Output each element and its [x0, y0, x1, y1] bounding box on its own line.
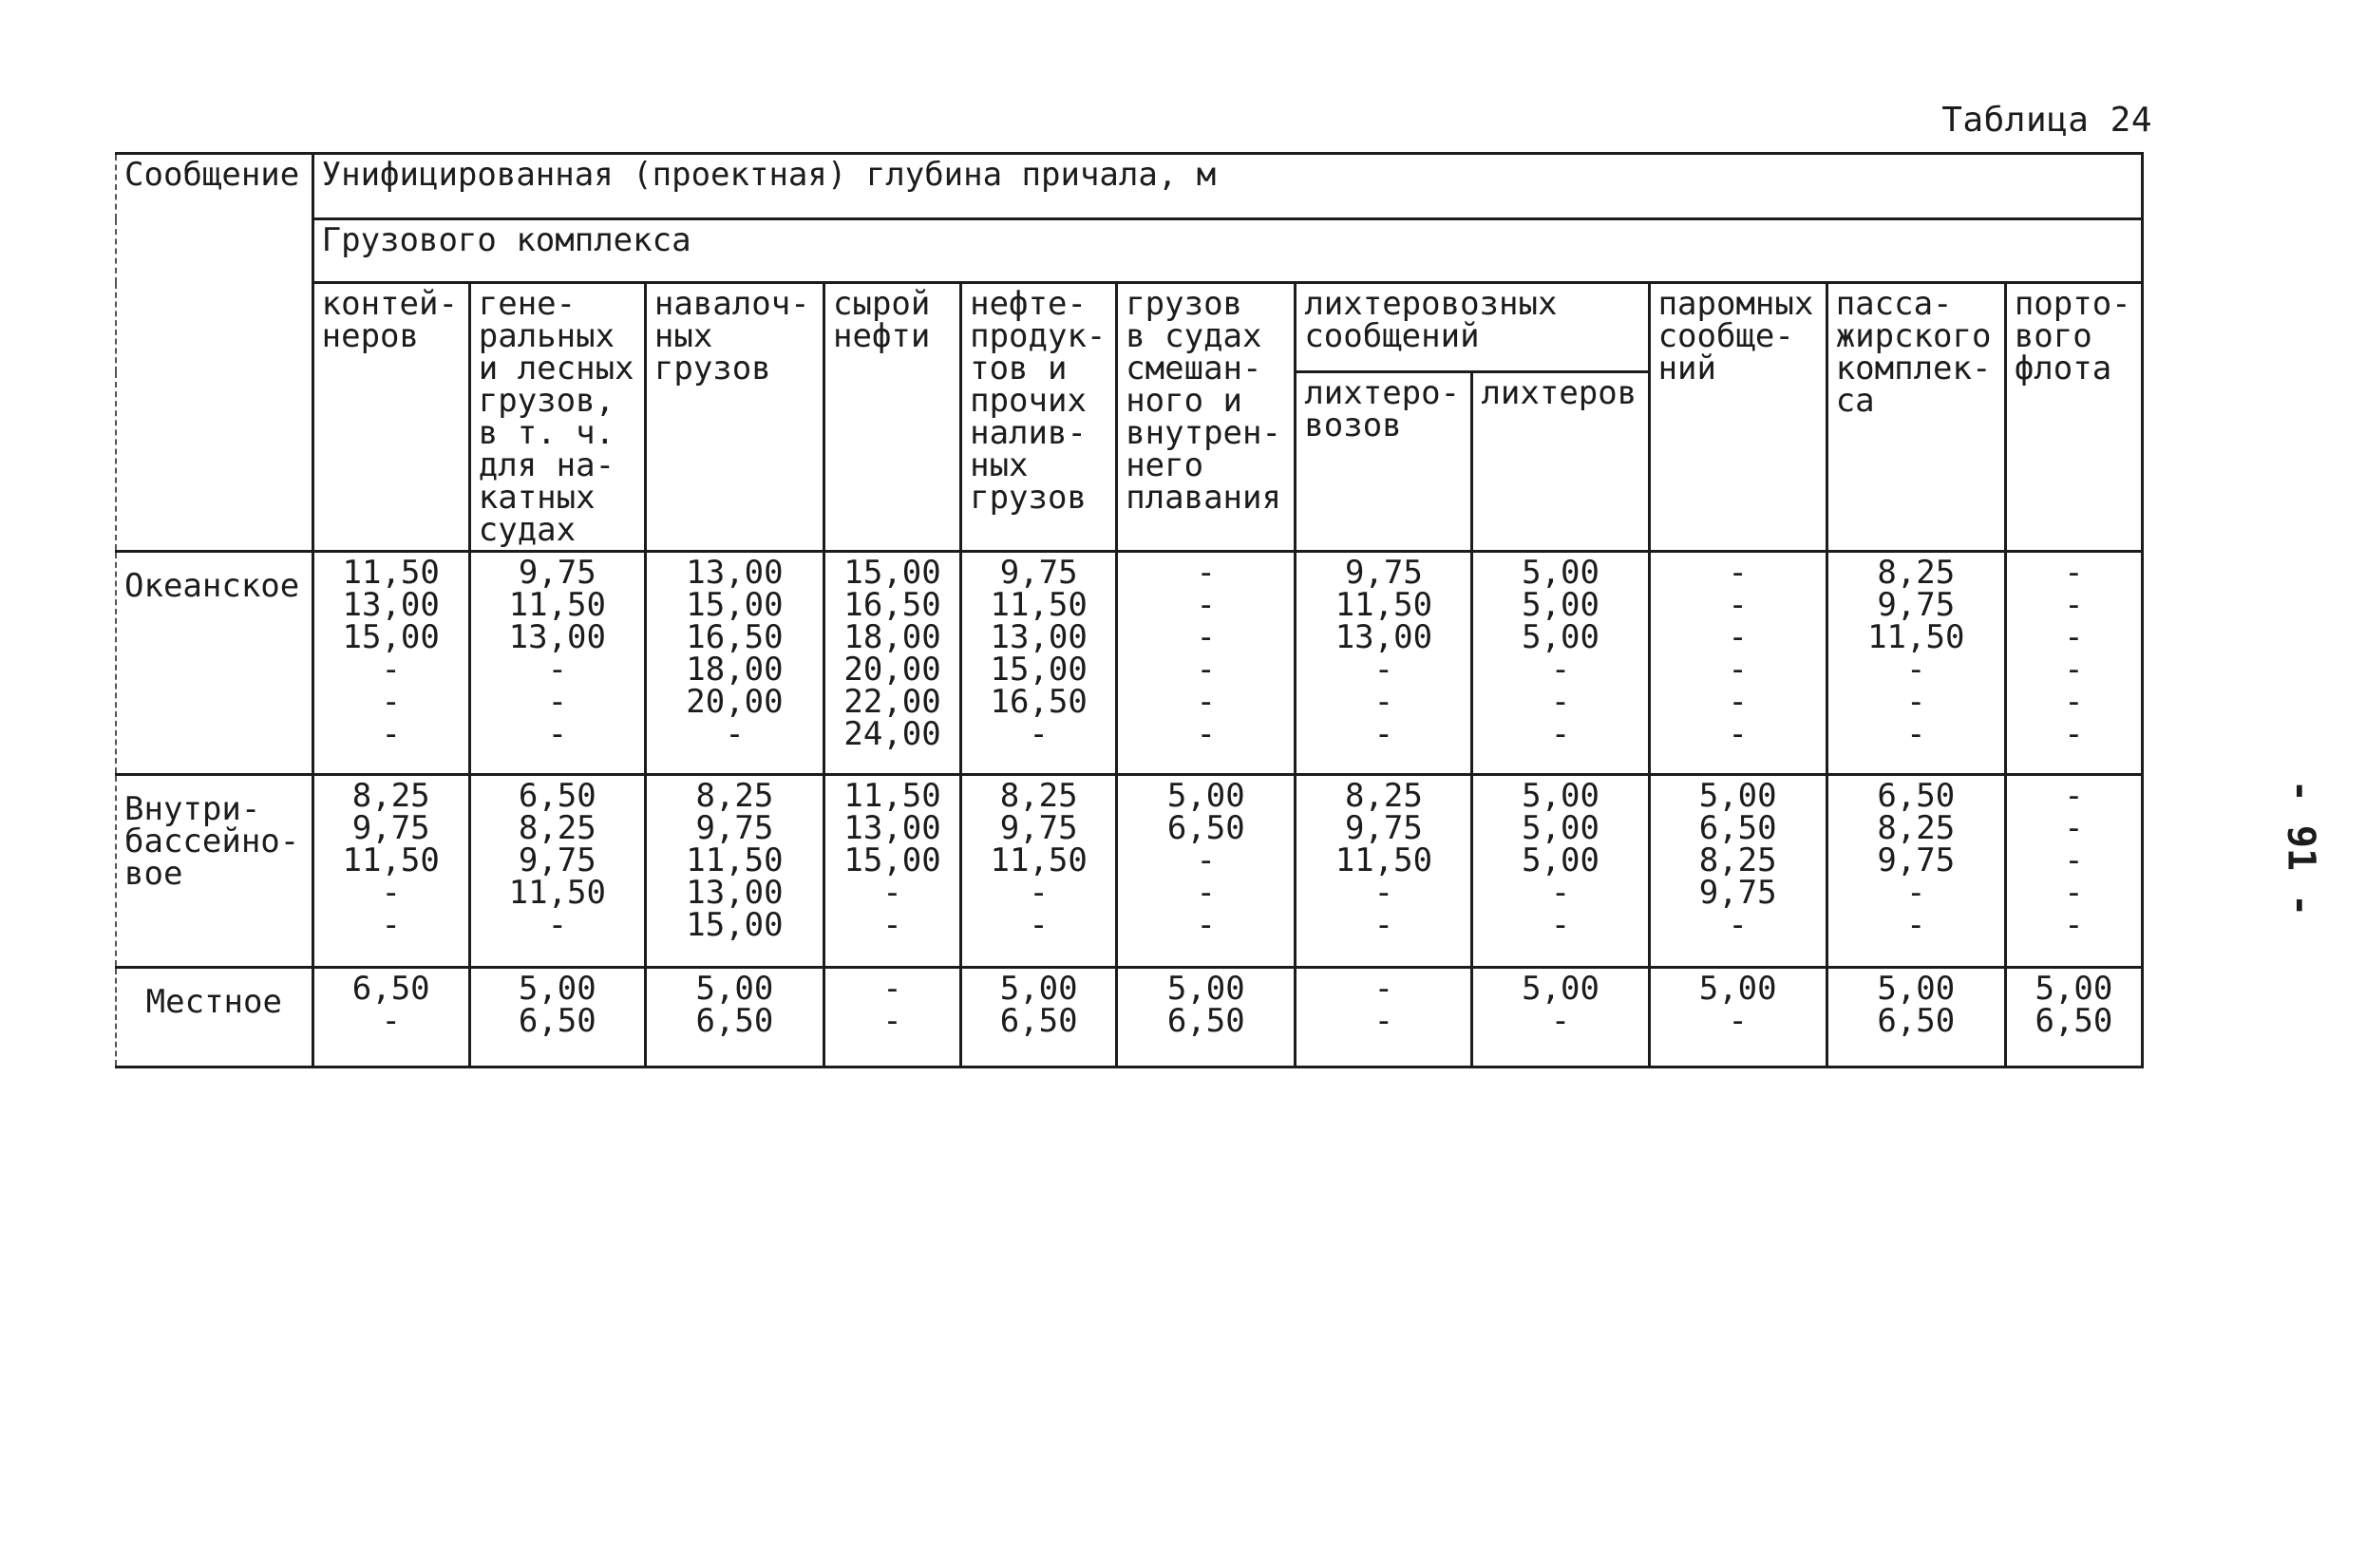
cell-value: 13,00	[342, 586, 440, 624]
cell-value: 6,50	[1166, 1002, 1245, 1040]
cell-value: -	[882, 906, 902, 944]
cell-value: -	[1728, 586, 1748, 624]
cell-value: -	[1373, 1002, 1394, 1040]
cell-value: -	[1550, 683, 1571, 721]
cell-value: 5,00	[1522, 809, 1599, 847]
cell-value: 11,50	[342, 841, 440, 879]
cell-value: 5,00	[1522, 970, 1599, 1008]
table-caption: Таблица 24	[1941, 101, 2152, 140]
cell-value: 11,50	[1334, 586, 1433, 624]
cell-value: 11,50	[1867, 618, 1965, 656]
value-cell	[2005, 552, 2142, 775]
cell-value: 6,50	[1166, 809, 1245, 847]
cell-value: -	[1373, 651, 1394, 689]
value-cell	[1117, 552, 1296, 775]
cell-value: -	[1728, 618, 1748, 656]
cell-value: 5,00	[518, 970, 596, 1008]
cell-value: 15,00	[990, 651, 1088, 689]
col-bulk-cargo: навалоч- ных грузов	[645, 283, 823, 552]
cell-value: -	[2064, 906, 2084, 944]
col-oil-products: нефте- продук- тов и прочих налив- ных грузов	[961, 283, 1117, 552]
cell-value: 6,50	[1877, 777, 1956, 815]
cell-value: -	[882, 1002, 902, 1040]
value-cell	[1649, 968, 1827, 1067]
cell-value: 11,50	[508, 586, 606, 624]
value-cell	[312, 775, 469, 968]
col-general-cargo: гене- ральных и лесных грузов, в т. ч. для на- катных судах	[469, 283, 645, 552]
cell-value: 20,00	[843, 651, 941, 689]
cell-value: 13,00	[843, 809, 941, 847]
cell-value: 11,50	[342, 554, 440, 592]
col-ferry: паромных сообще- ний	[1649, 283, 1827, 552]
cell-value: 6,50	[1877, 1002, 1956, 1040]
cell-value: 16,50	[843, 586, 941, 624]
depth-table	[115, 152, 2144, 1068]
cell-value: 9,75	[1344, 809, 1423, 847]
cell-value: 16,50	[990, 683, 1088, 721]
value-cell	[469, 968, 645, 1067]
cell-value: 5,00	[1698, 970, 1777, 1008]
col-mixed-vessels: грузов в судах смешан- ного и внутрен- него плавания	[1117, 283, 1296, 552]
cell-value: 6,50	[1698, 809, 1777, 847]
value-cell	[1117, 775, 1296, 968]
cell-value: 15,00	[686, 586, 784, 624]
row-ocean	[116, 552, 2143, 775]
cell-value: -	[1196, 874, 1216, 912]
cell-value: 6,50	[999, 1002, 1078, 1040]
cell-value: 9,75	[1877, 841, 1956, 879]
cell-value: 6,50	[518, 777, 596, 815]
value-cell	[1472, 968, 1649, 1067]
row-inland	[116, 775, 2143, 968]
value-cell	[645, 968, 823, 1067]
cell-value: -	[2064, 618, 2084, 656]
value-cell	[824, 775, 961, 968]
cell-value: 5,00	[695, 970, 774, 1008]
cell-value: -	[2064, 554, 2084, 592]
value-cell	[1827, 968, 2005, 1067]
cell-value: 5,00	[1522, 777, 1599, 815]
cell-value: 5,00	[2035, 970, 2113, 1008]
cell-value: 24,00	[843, 715, 941, 753]
cell-value: -	[381, 715, 401, 753]
cell-value: -	[1906, 874, 1926, 912]
cell-value: 11,50	[508, 874, 606, 912]
value-cell	[961, 968, 1117, 1067]
cell-value: 13,00	[508, 618, 606, 656]
cell-value: 8,25	[1877, 809, 1956, 847]
cell-value: 9,75	[695, 809, 774, 847]
value-cell	[1117, 968, 1296, 1067]
cell-value: -	[1906, 715, 1926, 753]
cell-value: -	[2064, 715, 2084, 753]
cell-value: 9,75	[1344, 554, 1423, 592]
cell-value: -	[1728, 554, 1748, 592]
cell-value: -	[725, 715, 745, 753]
cell-value: -	[1196, 618, 1216, 656]
cell-value: 13,00	[686, 554, 784, 592]
cell-value: -	[1728, 906, 1748, 944]
cell-value: 6,50	[2035, 1002, 2113, 1040]
cell-value: -	[1906, 906, 1926, 944]
value-cell	[1649, 775, 1827, 968]
cell-value: 5,00	[1877, 970, 1956, 1008]
cell-value: 15,00	[843, 841, 941, 879]
value-cell	[312, 968, 469, 1067]
cell-value: -	[1550, 874, 1571, 912]
cell-value: 5,00	[1522, 554, 1599, 592]
row-label: Местное	[116, 968, 312, 1067]
cell-value: -	[1196, 715, 1216, 753]
cell-value: -	[882, 970, 902, 1008]
col-containers: контей- неров	[312, 283, 469, 552]
cell-value: -	[547, 683, 568, 721]
cell-value: -	[2064, 777, 2084, 815]
cell-value: -	[381, 1002, 401, 1040]
cell-value: -	[1029, 906, 1049, 944]
value-cell	[824, 552, 961, 775]
col-crude-oil: сырой нефти	[824, 283, 961, 552]
cell-value: -	[1906, 651, 1926, 689]
value-cell	[2005, 775, 2142, 968]
value-cell	[1827, 775, 2005, 968]
lighter-group-header: лихтеровозных сообщений	[1296, 283, 1649, 372]
cell-value: 6,50	[351, 970, 430, 1008]
col-passenger: пасса- жирского комплек- са	[1827, 283, 2005, 552]
cell-value: 5,00	[1522, 586, 1599, 624]
stub-header: Сообщение	[116, 154, 312, 552]
cell-value: -	[1550, 1002, 1571, 1040]
cell-value: -	[1196, 586, 1216, 624]
cell-value: -	[547, 906, 568, 944]
cell-value: 13,00	[1334, 618, 1433, 656]
col-lighters: лихтеров	[1472, 372, 1649, 552]
value-cell	[2005, 968, 2142, 1067]
value-cell	[1472, 552, 1649, 775]
cell-value: 5,00	[999, 970, 1078, 1008]
cell-value: -	[2064, 874, 2084, 912]
cell-value: -	[547, 715, 568, 753]
value-cell	[1649, 552, 1827, 775]
cell-value: -	[1728, 651, 1748, 689]
cell-value: 5,00	[1522, 618, 1599, 656]
cell-value: 5,00	[1166, 970, 1245, 1008]
cell-value: -	[1550, 715, 1571, 753]
cell-value: 8,25	[1698, 841, 1777, 879]
value-cell	[469, 552, 645, 775]
row-label: Внутри- бассейно- вое	[116, 775, 312, 968]
cell-value: -	[1373, 970, 1394, 1008]
cell-value: -	[381, 683, 401, 721]
value-cell	[961, 775, 1117, 968]
cell-value: 11,50	[843, 777, 941, 815]
col-port-fleet: порто- вого флота	[2005, 283, 2142, 552]
cell-value: 6,50	[695, 1002, 774, 1040]
cell-value: 9,75	[518, 554, 596, 592]
cell-value: -	[1373, 715, 1394, 753]
cell-value: 18,00	[686, 651, 784, 689]
main-title-header: Унифицированная (проектная) глубина причала, м	[312, 154, 2142, 219]
row-local	[116, 968, 2143, 1067]
cell-value: -	[2064, 841, 2084, 879]
cell-value: 5,00	[1698, 777, 1777, 815]
cell-value: 9,75	[999, 554, 1078, 592]
value-cell	[312, 552, 469, 775]
cell-value: 8,25	[1344, 777, 1423, 815]
cell-value: -	[1550, 651, 1571, 689]
cell-value: 16,50	[686, 618, 784, 656]
cell-value: -	[547, 651, 568, 689]
page-number: - 91 -	[2279, 779, 2323, 917]
cell-value: -	[1906, 683, 1926, 721]
cell-value: 9,75	[999, 809, 1078, 847]
cell-value: 8,25	[518, 809, 596, 847]
cell-value: -	[381, 906, 401, 944]
group-title-header: Грузового комплекса	[312, 219, 2142, 283]
value-cell	[1296, 775, 1472, 968]
cell-value: 8,25	[1877, 554, 1956, 592]
cell-value: -	[2064, 809, 2084, 847]
value-cell	[1296, 552, 1472, 775]
cell-value: 13,00	[686, 874, 784, 912]
cell-value: -	[1550, 906, 1571, 944]
col-lighter-carriers: лихтеро- возов	[1296, 372, 1472, 552]
cell-value: -	[381, 874, 401, 912]
cell-value: 11,50	[990, 586, 1088, 624]
cell-value: 11,50	[686, 841, 784, 879]
cell-value: 8,25	[695, 777, 774, 815]
cell-value: 18,00	[843, 618, 941, 656]
cell-value: 13,00	[990, 618, 1088, 656]
cell-value: 11,50	[990, 841, 1088, 879]
value-cell	[1296, 968, 1472, 1067]
cell-value: 22,00	[843, 683, 941, 721]
cell-value: 8,25	[351, 777, 430, 815]
value-cell	[469, 775, 645, 968]
value-cell	[645, 552, 823, 775]
cell-value: -	[1373, 874, 1394, 912]
cell-value: -	[1728, 683, 1748, 721]
cell-value: -	[381, 651, 401, 689]
cell-value: 9,75	[1698, 874, 1777, 912]
cell-value: -	[882, 874, 902, 912]
cell-value: -	[1373, 683, 1394, 721]
cell-value: -	[1196, 683, 1216, 721]
cell-value: 11,50	[1334, 841, 1433, 879]
cell-value: -	[1196, 841, 1216, 879]
cell-value: 15,00	[342, 618, 440, 656]
value-cell	[961, 552, 1117, 775]
cell-value: 9,75	[1877, 586, 1956, 624]
cell-value: 9,75	[518, 841, 596, 879]
cell-value: 6,50	[518, 1002, 596, 1040]
value-cell	[1472, 775, 1649, 968]
cell-value: 9,75	[351, 809, 430, 847]
cell-value: -	[2064, 683, 2084, 721]
cell-value: 15,00	[843, 554, 941, 592]
cell-value: 20,00	[686, 683, 784, 721]
cell-value: 15,00	[686, 906, 784, 944]
cell-value: -	[1029, 715, 1049, 753]
row-label: Океанское	[116, 552, 312, 775]
cell-value: -	[1196, 906, 1216, 944]
cell-value: -	[1029, 874, 1049, 912]
cell-value: -	[1728, 1002, 1748, 1040]
cell-value: -	[1196, 554, 1216, 592]
cell-value: 5,00	[1166, 777, 1245, 815]
cell-value: -	[1196, 651, 1216, 689]
cell-value: -	[2064, 586, 2084, 624]
cell-value: -	[1373, 906, 1394, 944]
cell-value: -	[1728, 715, 1748, 753]
value-cell	[824, 968, 961, 1067]
cell-value: -	[2064, 651, 2084, 689]
value-cell	[645, 775, 823, 968]
cell-value: 5,00	[1522, 841, 1599, 879]
cell-value: 8,25	[999, 777, 1078, 815]
value-cell	[1827, 552, 2005, 775]
